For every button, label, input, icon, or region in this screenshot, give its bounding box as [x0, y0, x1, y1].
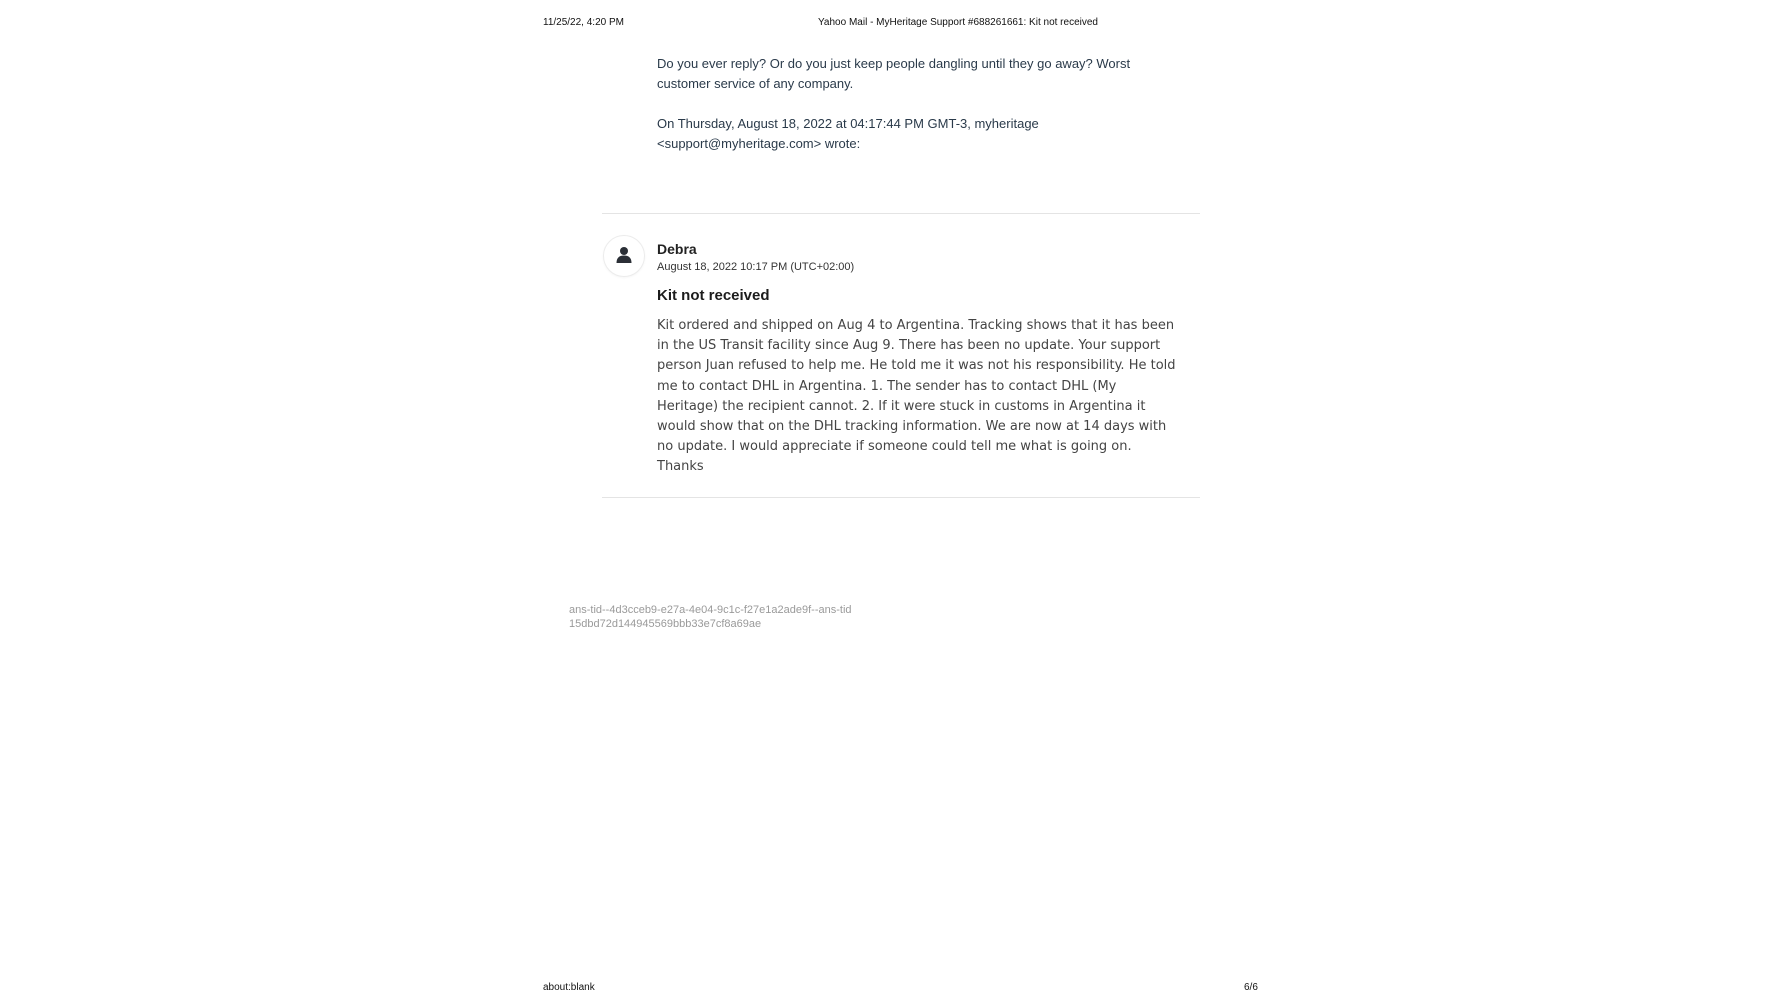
- print-header-title: Yahoo Mail - MyHeritage Support #688261661: Kit not received: [818, 17, 1098, 28]
- author-name: Debra: [657, 241, 697, 257]
- print-footer-url: about:blank: [543, 982, 595, 993]
- message-body: Kit ordered and shipped on Aug 4 to Argentina. Tracking shows that it has been in the US Transit facility since Aug 9. There has been no update. Your support person Juan refused to help me. He told me it was not his responsibility. He told me to contact DHL in Argentina. 1. The sender has to contact DHL (My Heritage) the recipient cannot. 2. If it were stuck in customs in Argentina it would show that on the DHL tracking information. We are now at 14 days with no update. I would appreciate if someone could tell me what is going on. Thanks: [657, 318, 1176, 475]
- user-icon: [615, 246, 633, 264]
- quote-intro: On Thursday, August 18, 2022 at 04:17:44 PM GMT-3, myheritage <support@myheritage.com> wrote:: [657, 116, 1039, 151]
- tracking-id-line-2: 15dbd72d144945569bbb33e7cf8a69ae: [569, 618, 762, 630]
- divider-bottom: [602, 497, 1200, 498]
- tracking-id: [569, 603, 852, 631]
- reply-text: Do you ever reply? Or do you just keep people dangling until they go away? Worst customer service of any company.: [657, 56, 1131, 91]
- reply-block: [657, 54, 1177, 154]
- tracking-id-line-1: ans-tid--4d3cceb9-e27a-4e04-9c1c-f27e1a2ade9f--ans-tid: [569, 604, 852, 616]
- avatar: [603, 235, 645, 277]
- message-date: August 18, 2022 10:17 PM (UTC+02:00): [657, 261, 855, 273]
- divider-top: [602, 213, 1200, 214]
- print-footer-page: 6/6: [1244, 982, 1258, 993]
- message-subject: Kit not received: [657, 287, 770, 304]
- print-header-date: 11/25/22, 4:20 PM: [543, 17, 624, 28]
